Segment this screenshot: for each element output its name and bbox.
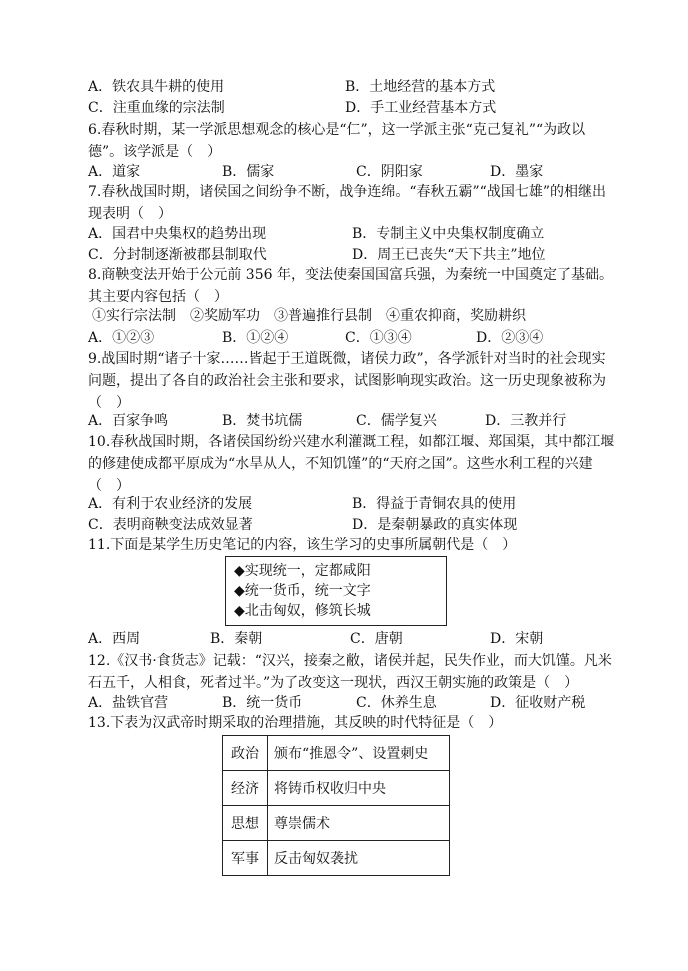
q11-stem: 11.下面是某学生历史笔记的内容，该生学习的史事所属朝代是（ ）	[88, 537, 517, 553]
table-cell-category: 经济	[223, 771, 268, 806]
q10-option-c: C．表明商鞅变法成效显著	[88, 517, 253, 533]
q6-option-a: A．道家	[88, 164, 141, 180]
q8-items: ①实行宗法制 ②奖励军功 ③普遍推行县制 ④重农抑商，奖励耕织	[92, 308, 526, 324]
q12-option-b: B．统一货币	[222, 695, 303, 711]
q12-option-d: D．征收财产税	[490, 695, 586, 711]
q11-option-b: B．秦朝	[210, 631, 263, 647]
q8-option-d: D．②③④	[476, 330, 544, 346]
q13-stem: 13.下表为汉武帝时期采取的治理措施，其反映的时代特征是（ ）	[88, 715, 503, 731]
q5-option-b: B．土地经营的基本方式	[345, 79, 496, 95]
table-row	[223, 736, 450, 771]
q5-option-c: C．注重血缘的宗法制	[88, 100, 225, 116]
table-cell-category: 思想	[223, 806, 268, 841]
q11-option-c: C．唐朝	[350, 631, 403, 647]
q6-option-b: B．儒家	[222, 164, 275, 180]
q11-note: ◆统一货币，统一文字	[234, 583, 371, 599]
q12-option-a: A．盐铁官营	[88, 695, 169, 711]
q10-option-d: D．是秦朝暴政的真实体现	[352, 517, 518, 533]
q10-option-a: A．有利于农业经济的发展	[88, 496, 253, 512]
q5-option-a: A．铁农具牛耕的使用	[88, 79, 225, 95]
table-row	[223, 806, 450, 841]
q11-option-a: A．西周	[88, 631, 141, 647]
q11-notes-box	[225, 556, 447, 626]
q11-note: ◆实现统一，定都咸阳	[234, 563, 371, 579]
q13-policy-table	[222, 735, 450, 876]
q9-option-c: C．儒学复兴	[356, 413, 437, 429]
q10-stem: 10.春秋战国时期，各诸侯国纷纷兴建水利灌溉工程，如都江堰、郑国渠，其中都江堰的修建使成都平原成为“水旱从人，不知饥馑”的“天府之国”。这些水利工程的兴建（ ）	[88, 434, 615, 494]
q9-stem: 9.战国时期“诸子十家……皆起于王道既微，诸侯力政”，各学派针对当时的社会现实问题，提出了各自的政治社会主张和要求，试图影响现实政治。这一历史现象被称为（ ）	[88, 351, 606, 411]
table-cell-category: 军事	[223, 841, 268, 876]
q10-option-b: B．得益于青铜农具的使用	[352, 496, 517, 512]
q8-option-b: B．①②④	[222, 330, 289, 346]
q12-stem: 12.《汉书·食货志》记载：“汉兴，接秦之敝，诸侯并起，民失作业，而大饥馑。凡米石五千，人相食，死者过半。”为了改变这一现状，西汉王朝实施的政策是（ ）	[88, 653, 612, 691]
q9-option-a: A．百家争鸣	[88, 413, 169, 429]
table-cell-measure: 反击匈奴袭扰	[268, 841, 450, 876]
q7-option-c: C．分封制逐渐被郡县制取代	[88, 247, 267, 263]
q11-note: ◆北击匈奴，修筑长城	[234, 603, 371, 619]
q8-stem: 8.商鞅变法开始于公元前 356 年，变法使秦国国富兵强，为秦统一中国奠定了基础。其主要内容包括（ ）	[88, 267, 613, 305]
q8-option-a: A．①②③	[88, 330, 155, 346]
q7-option-b: B．专制主义中央集权制度确立	[352, 226, 545, 242]
table-cell-measure: 颁布“推恩令”、设置刺史	[268, 736, 450, 771]
q12-option-c: C．休养生息	[356, 695, 437, 711]
q6-option-c: C．阴阳家	[356, 164, 423, 180]
q8-option-c: C．①③④	[345, 330, 412, 346]
q11-option-d: D．宋朝	[490, 631, 544, 647]
q9-option-b: B．焚书坑儒	[222, 413, 303, 429]
q7-stem: 7.春秋战国时期，诸侯国之间纷争不断，战争连绵。“春秋五霸”“战国七雄”的相继出现表明（ ）	[88, 184, 606, 222]
table-cell-measure: 将铸币权收归中央	[268, 771, 450, 806]
q5-option-d: D．手工业经营基本方式	[345, 100, 497, 116]
q6-option-d: D．墨家	[490, 164, 544, 180]
q6-stem: 6.春秋时期，某一学派思想观念的核心是“仁”，这一学派主张“克己复礼”“为政以德”。该学派是（ ）	[88, 122, 586, 160]
q9-option-d: D．三教并行	[485, 413, 567, 429]
table-row	[223, 841, 450, 876]
table-cell-measure: 尊崇儒术	[268, 806, 450, 841]
q7-option-d: D．周王已丧失“天下共主”地位	[352, 247, 546, 263]
table-cell-category: 政治	[223, 736, 268, 771]
table-row	[223, 771, 450, 806]
q7-option-a: A．国君中央集权的趋势出现	[88, 226, 267, 242]
